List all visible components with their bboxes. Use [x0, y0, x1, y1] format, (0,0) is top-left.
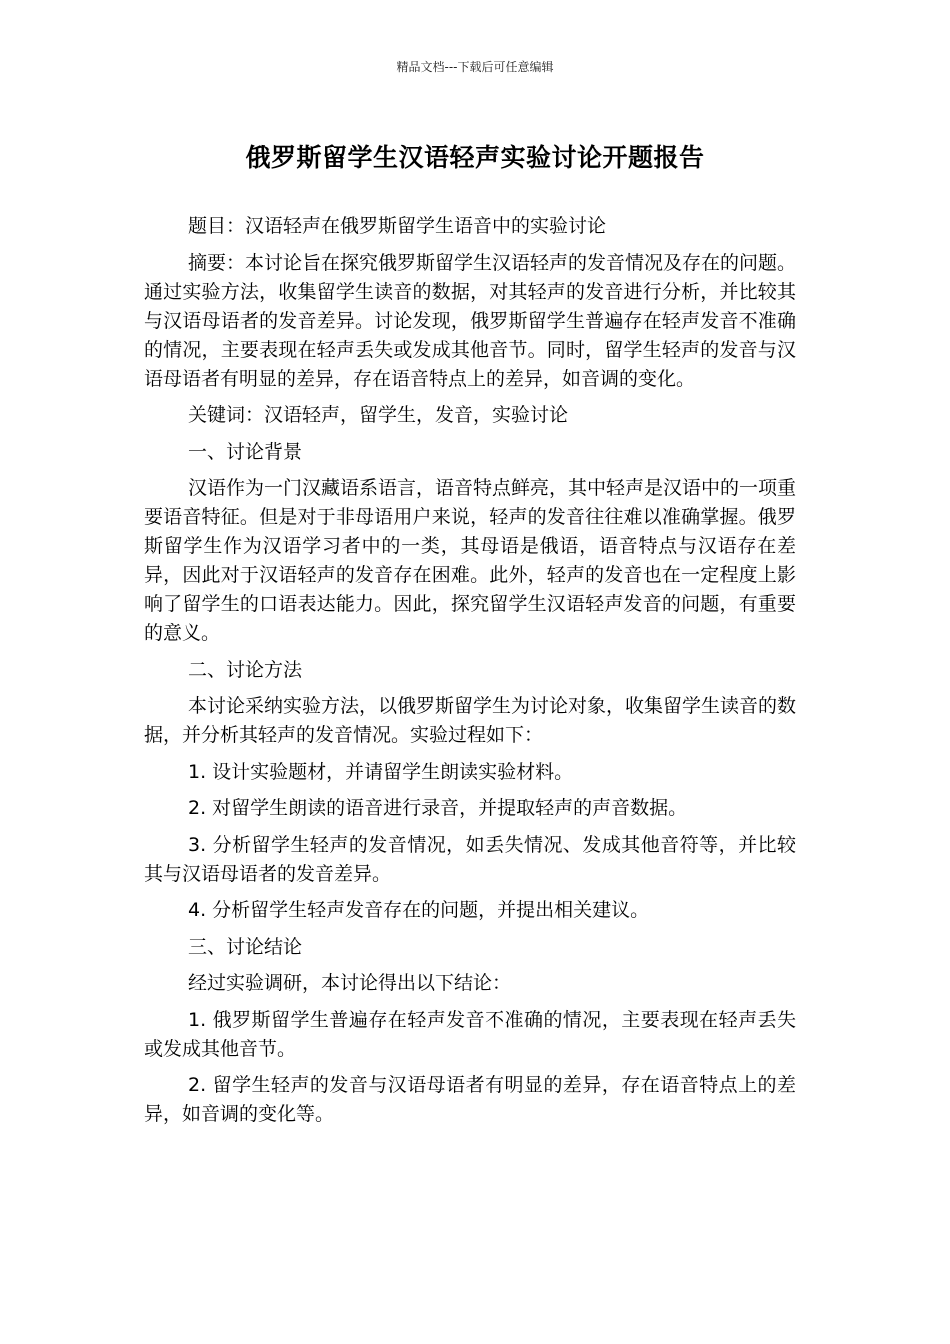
- method-paragraph: 本讨论采纳实验方法，以俄罗斯留学生为讨论对象，收集留学生读音的数据，并分析其轻声的发音情况。实验过程如下：: [144, 695, 797, 746]
- method-step-4: 4. 分析留学生轻声发音存在的问题，并提出相关建议。: [188, 899, 650, 921]
- conclusion-item-2: 2. 留学生轻声的发音与汉语母语者有明显的差异，存在语音特点上的差异，如音调的变化等。: [144, 1074, 796, 1125]
- method-step-2: 2. 对留学生朗读的语音进行录音，并提取轻声的声音数据。: [188, 797, 688, 819]
- background-paragraph: 汉语作为一门汉藏语系语言，语音特点鲜亮，其中轻声是汉语中的一项重要语音特征。但是对于非母语用户来说，轻声的发音往往难以准确掌握。俄罗斯留学生作为汉语学习者中的一类，其母语是俄语，语音特点与汉语存在差异，因此对于汉语轻声的发音存在困难。此外，轻声的发音也在一定程度上影响了留学生的口语表达能力。因此，探究留学生汉语轻声发音的问题，有重要的意义。: [144, 477, 797, 644]
- keywords-line: 关键词：汉语轻声，留学生，发音，实验讨论: [188, 404, 569, 426]
- header-note: 精品文档---下载后可任意编辑: [396, 60, 554, 74]
- section-heading-method: 二、讨论方法: [188, 658, 303, 681]
- section-heading-conclusion: 三、讨论结论: [188, 935, 303, 958]
- conclusion-item-1: 1. 俄罗斯留学生普遍存在轻声发音不准确的情况，主要表现在轻声丢失或发成其他音节。: [144, 1008, 796, 1060]
- method-step-1: 1. 设计实验题材，并请留学生朗读实验材料。: [188, 760, 574, 783]
- document-title: 俄罗斯留学生汉语轻声实验讨论开题报告: [245, 143, 705, 172]
- document-body: [144, 212, 796, 1129]
- abstract-paragraph: 摘要：本讨论旨在探究俄罗斯留学生汉语轻声的发音情况及存在的问题。通过实验方法，收集留学生读音的数据，对其轻声的发音进行分析，并比较其与汉语母语者的发音差异。讨论发现，俄罗斯留学生普遍存在轻声发音不准确的情况，主要表现在轻声丢失或发成其他音节。同时，留学生轻声的发音与汉语母语者有明显的差异，存在语音特点上的差异，如音调的变化。: [144, 251, 797, 390]
- section-heading-background: 一、讨论背景: [188, 440, 303, 463]
- conclusion-intro: 经过实验调研，本讨论得出以下结论：: [188, 972, 512, 994]
- topic-line: 题目：汉语轻声在俄罗斯留学生语音中的实验讨论: [188, 215, 607, 237]
- method-step-3: 3. 分析留学生轻声的发音情况，如丢失情况、发成其他音符等，并比较其与汉语母语者的发音差异。: [144, 833, 796, 885]
